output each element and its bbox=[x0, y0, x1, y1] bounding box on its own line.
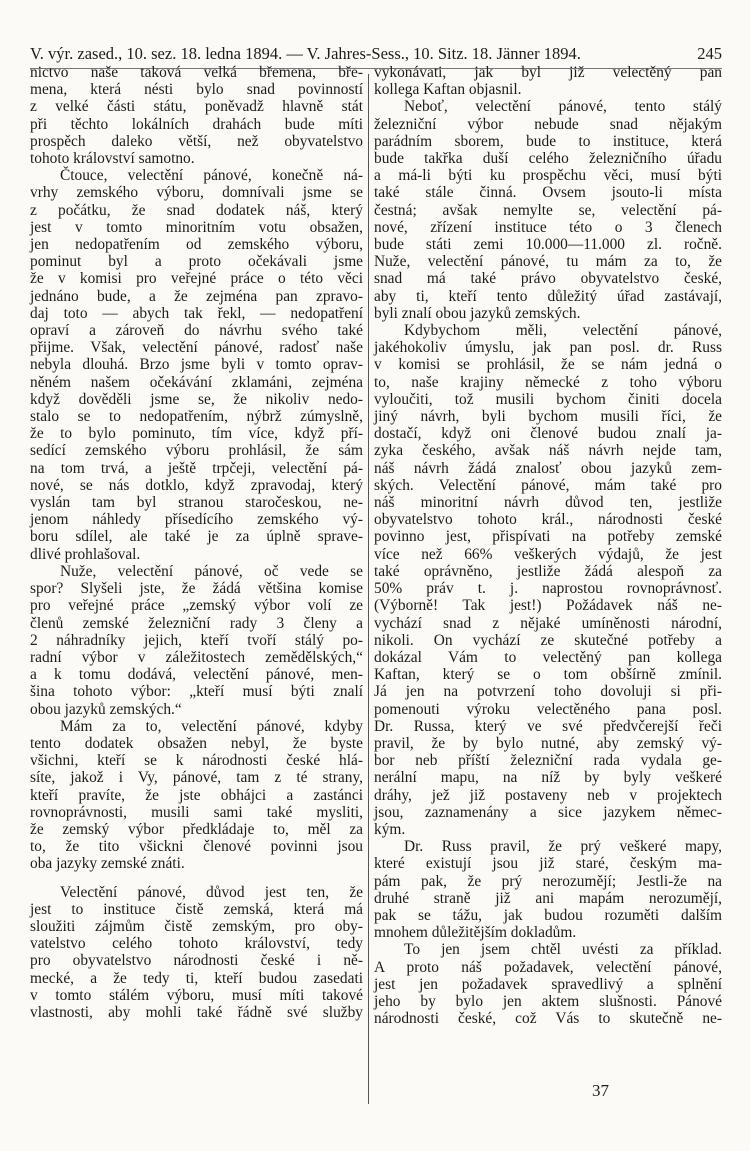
header-title: V. výr. zased., 10. sez. 18. ledna 1894. — V. Jahres-Sess., 10. Sitz. 18. Jänner 1894. bbox=[30, 44, 581, 63]
paragraph bbox=[374, 64, 722, 98]
text-line: aby ti, kteří tento důležitý úřad zastávají, bbox=[374, 287, 722, 305]
paragraph bbox=[374, 838, 722, 941]
paragraph bbox=[30, 718, 363, 873]
paragraph bbox=[374, 322, 722, 838]
text-line: to, že tito všickni členové povinni jsou bbox=[30, 838, 363, 856]
text-line: dokázal Vám to velectěný pan kollega bbox=[374, 648, 722, 666]
text-line: vlastnosti, aby mohli také řádně své služby bbox=[30, 1003, 363, 1021]
text-line: radní výbor v záležitostech zemědělských,“ bbox=[30, 648, 363, 666]
text-line: pro obyvatelstvo národnosti české i ně- bbox=[30, 952, 363, 970]
text-line: jest jen požadavek spravedlivý a splnění bbox=[374, 975, 722, 993]
text-line: prospěch daleko větší, než obyvatelstvo bbox=[30, 132, 363, 150]
text-line: na tom trvá, a ještě trpčeji, velectění pá- bbox=[30, 459, 363, 477]
text-line: pro veřejné práce „zemský výbor volí ze bbox=[30, 597, 363, 615]
text-line: boru sdílel, ale také je za úplně sprave- bbox=[30, 528, 363, 546]
text-line: a k tomu dodává, velectění pánové, men- bbox=[30, 666, 363, 684]
text-line: jeho by bylo jen aktem slušnosti. Pánové bbox=[374, 992, 722, 1010]
text-line: nikoli. On vychází ze skutečné potřeby a bbox=[374, 631, 722, 649]
text-line: z velké části státu, poněvadž hlavně stát bbox=[30, 98, 363, 116]
text-line: jakéhokoliv úmyslu, jak pan posl. dr. Russ bbox=[374, 339, 722, 357]
text-line: Velectění pánové, důvod jest ten, že bbox=[60, 883, 363, 901]
text-line: ských. Velectění pánové, mám také pro bbox=[374, 476, 722, 494]
text-line: také oprávněno, jestliže žádá alespoň za bbox=[374, 562, 722, 580]
text-line: všichni, kteří se k národnosti české hlá- bbox=[30, 752, 363, 770]
text-line: obyvatelstvo tohoto král., národnosti české bbox=[374, 511, 722, 529]
text-line: nebyla dlouhá. Brzo jsme byli v tomto oprav- bbox=[30, 356, 363, 374]
text-line: kým. bbox=[374, 820, 406, 838]
text-line: Kaftan, který se o tom obšírně zmínil. bbox=[374, 666, 722, 684]
text-line: železniční výbor nebude snad nějakým bbox=[374, 115, 722, 133]
paragraph bbox=[30, 64, 363, 167]
text-line: náš minoritní návrh důvod ten, jestliže bbox=[374, 494, 722, 512]
text-line: 2 náhradníky jejich, kteří tvoří stálý po- bbox=[30, 631, 363, 649]
text-line: vatelstvo celého tohoto království, tedy bbox=[30, 935, 363, 953]
text-line: něném našem očekávání zklamáni, zejména bbox=[30, 373, 363, 391]
running-header bbox=[30, 44, 722, 66]
text-line: když dověděli jsme se, že nikoliv nedo- bbox=[30, 390, 363, 408]
text-line: stalo se to nedopatřením, nýbrž zúmyslně, bbox=[30, 408, 363, 426]
text-line: vychází snad z nějaké umíněnosti národní, bbox=[374, 614, 722, 632]
text-line: Mám za to, velectění pánové, kdyby bbox=[60, 717, 363, 735]
text-line: tento dodatek obsažen nebyl, že byste bbox=[30, 734, 363, 752]
text-line: přijme. Však, velectění pánové, radosť naše bbox=[30, 339, 363, 357]
text-line: rovnoprávnosti, musili sami také mysliti, bbox=[30, 803, 363, 821]
text-line: oba jazyky zemské znáti. bbox=[30, 855, 185, 873]
text-line: Kdybychom měli, velectění pánové, bbox=[404, 322, 722, 340]
text-line: (Výborně! Tak jest!) Požádavek náš ne- bbox=[374, 597, 722, 615]
text-line: pám pak, že prý nerozumějí; Jestli-že na bbox=[374, 872, 722, 890]
text-line: členů zemské železniční rady 3 členy a bbox=[30, 614, 363, 632]
text-line: kteří pravíte, že jste obhájci a zastánci bbox=[30, 786, 363, 804]
text-line: druhé straně již ani mapám nerozumějí, bbox=[374, 889, 722, 907]
paragraph bbox=[374, 98, 722, 322]
text-line: šina tohoto výbor: „kteří musí býti znalí bbox=[30, 683, 363, 701]
text-line: z počátku, že snad dodatek náš, který bbox=[30, 201, 363, 219]
text-line: Nuže, velectění pánové, oč vede se bbox=[60, 562, 363, 580]
text-line: tohoto království samotno. bbox=[30, 150, 195, 168]
text-line: jenom náhledy přísedícího zemského vý- bbox=[30, 511, 363, 529]
text-line: náš návrh žádá znalosť obou jazyků zem- bbox=[374, 459, 722, 477]
right-column bbox=[374, 64, 722, 1027]
text-line: vyloučiti, tož musili bychom činiti docela bbox=[374, 390, 722, 408]
text-line: Dr. Russa, který ve své předvčerejší řeči bbox=[374, 717, 722, 735]
page-number: 245 bbox=[697, 44, 722, 63]
text-line: nové, se nás dotklo, když zpravodaj, který bbox=[30, 476, 363, 494]
signature-mark: 37 bbox=[592, 1081, 609, 1100]
text-line: byli znalí obou jazyků zemských. bbox=[374, 304, 581, 322]
text-line: Neboť, velectění pánové, tento stálý bbox=[404, 98, 722, 116]
text-line: při těchto lokálních drahách bude míti bbox=[30, 115, 363, 133]
text-line: dlivé prohlašoval. bbox=[30, 545, 141, 563]
text-line: jiný návrh, byli bychom musili říci, že bbox=[374, 408, 722, 426]
text-line: sloužiti zájmům čistě zemským, pro oby- bbox=[30, 917, 363, 935]
text-line: parádním sborem, bude to instituce, která bbox=[374, 132, 722, 150]
text-line: které existují jsou již staré, českým ma- bbox=[374, 855, 722, 873]
text-line: Čtouce, velectění pánové, konečně ná- bbox=[60, 167, 363, 185]
text-line: kollega Kaftan objasnil. bbox=[374, 81, 522, 99]
text-line: jest v tomto minoritním votu obsažen, bbox=[30, 218, 363, 236]
text-line: více než 66% veškerých výdajů, že jest bbox=[374, 545, 722, 563]
text-line: spor? Slyšeli jste, že žádá většina komise bbox=[30, 580, 363, 598]
text-line: vrhy zemského výboru, domnívali jsme se bbox=[30, 184, 363, 202]
text-line: Dr. Russ pravil, že prý veškeré mapy, bbox=[404, 838, 722, 856]
text-line: sedící zemského výboru prohlásil, že sám bbox=[30, 442, 363, 460]
text-line: snad má také právo obyvatelstvo české, bbox=[374, 270, 722, 288]
text-line: daj toto — abych tak řekl, — nedopatření bbox=[30, 304, 363, 322]
text-line: síte, jakož i Vy, pánové, tam z té strany, bbox=[30, 769, 363, 787]
text-line: Nuže, velectění pánové, tu mám za to, že bbox=[374, 253, 722, 271]
text-line: bude takřka duší celého železničního úřadu bbox=[374, 150, 722, 168]
text-line: jsou, zaznamenány a sice jazykem němec- bbox=[374, 803, 722, 821]
text-line: nictvo naše taková velká břemena, bře- bbox=[30, 64, 363, 81]
text-line: zyka českého, avšak náš návrh nejde tam, bbox=[374, 442, 722, 460]
text-line: národnosti české, což Vás to skutečně ne- bbox=[374, 1010, 722, 1028]
text-line: mnohem důležitějším dokladům. bbox=[374, 924, 577, 942]
text-line: vyslán tam byl stranou staročeskou, ne- bbox=[30, 494, 363, 512]
text-line: čestná; avšak nemylte se, velectění pá- bbox=[374, 201, 722, 219]
text-line: bude státi zemi 10.000—11.000 zl. ročně. bbox=[374, 236, 722, 254]
text-line: To jen jsem chtěl uvésti za příklad. bbox=[404, 941, 722, 959]
text-line: jednáno bude, a že zejména pan zpravo- bbox=[30, 287, 363, 305]
text-line: opraví a zároveň do návrhu svého také bbox=[30, 322, 363, 340]
text-line: 50% práv t. j. naprostou rovnoprávnosť. bbox=[374, 580, 722, 598]
text-line: A proto náš požadavek, velectění pánové, bbox=[374, 958, 722, 976]
text-line: Já jen na potvrzení toho dovoluji si při- bbox=[374, 683, 722, 701]
text-line: pak se tážu, jak budou rozuměti dalším bbox=[374, 906, 722, 924]
text-line: že zemský výbor předkládaje to, měl za bbox=[30, 820, 363, 838]
text-line: nerální mapu, na níž by byly veškeré bbox=[374, 769, 722, 787]
text-line: pomenouti výroku velectěného pana posl. bbox=[374, 700, 722, 718]
paragraph bbox=[30, 167, 363, 563]
left-column bbox=[30, 64, 363, 1021]
text-line: nové, zřízení instituce této o 3 členech bbox=[374, 218, 722, 236]
text-line: v komisi se prohlásil, že se nám jedná o bbox=[374, 356, 722, 374]
text-line: že to bylo pominuto, tím více, když pří- bbox=[30, 425, 363, 443]
text-line: jen nedopatřením od zemského výboru, bbox=[30, 236, 363, 254]
text-line: mecké, a že tedy ti, kteří budou zasedati bbox=[30, 969, 363, 987]
text-line: a má-li býti ku prospěchu věci, musí býti bbox=[374, 167, 722, 185]
text-line: vykonávati, jak byl již velectěný pan bbox=[374, 64, 722, 81]
text-line: také stále činná. Ovsem jsouto-li místa bbox=[374, 184, 722, 202]
text-line: že v komisi pro veřejné práce o této věci bbox=[30, 270, 363, 288]
text-line: dostačí, když oni členové budou znalí ja- bbox=[374, 425, 722, 443]
text-line: to, naše krajiny německé z toho výboru bbox=[374, 373, 722, 391]
text-line: obou jazyků zemských.“ bbox=[30, 700, 182, 718]
paragraph bbox=[30, 884, 363, 1022]
text-line: v tomto stálém výboru, musí míti takové bbox=[30, 986, 363, 1004]
text-line: pravil, že by bylo nutné, aby zemský vý- bbox=[374, 734, 722, 752]
column-divider bbox=[368, 74, 369, 1104]
text-line: bor neb příští železniční rada vydala ge- bbox=[374, 752, 722, 770]
text-line: povinno jest, přispívati na potřeby zemské bbox=[374, 528, 722, 546]
paragraph bbox=[30, 563, 363, 718]
text-line: mena, která nésti bylo snad povinností bbox=[30, 81, 363, 99]
paragraph bbox=[374, 941, 722, 1027]
text-line: pominut byl a proto očekávali jsme bbox=[30, 253, 363, 271]
text-line: jest to instituce čistě zemská, která má bbox=[30, 900, 363, 918]
text-line: dráhy, jež již postaveny neb v projektech bbox=[374, 786, 722, 804]
